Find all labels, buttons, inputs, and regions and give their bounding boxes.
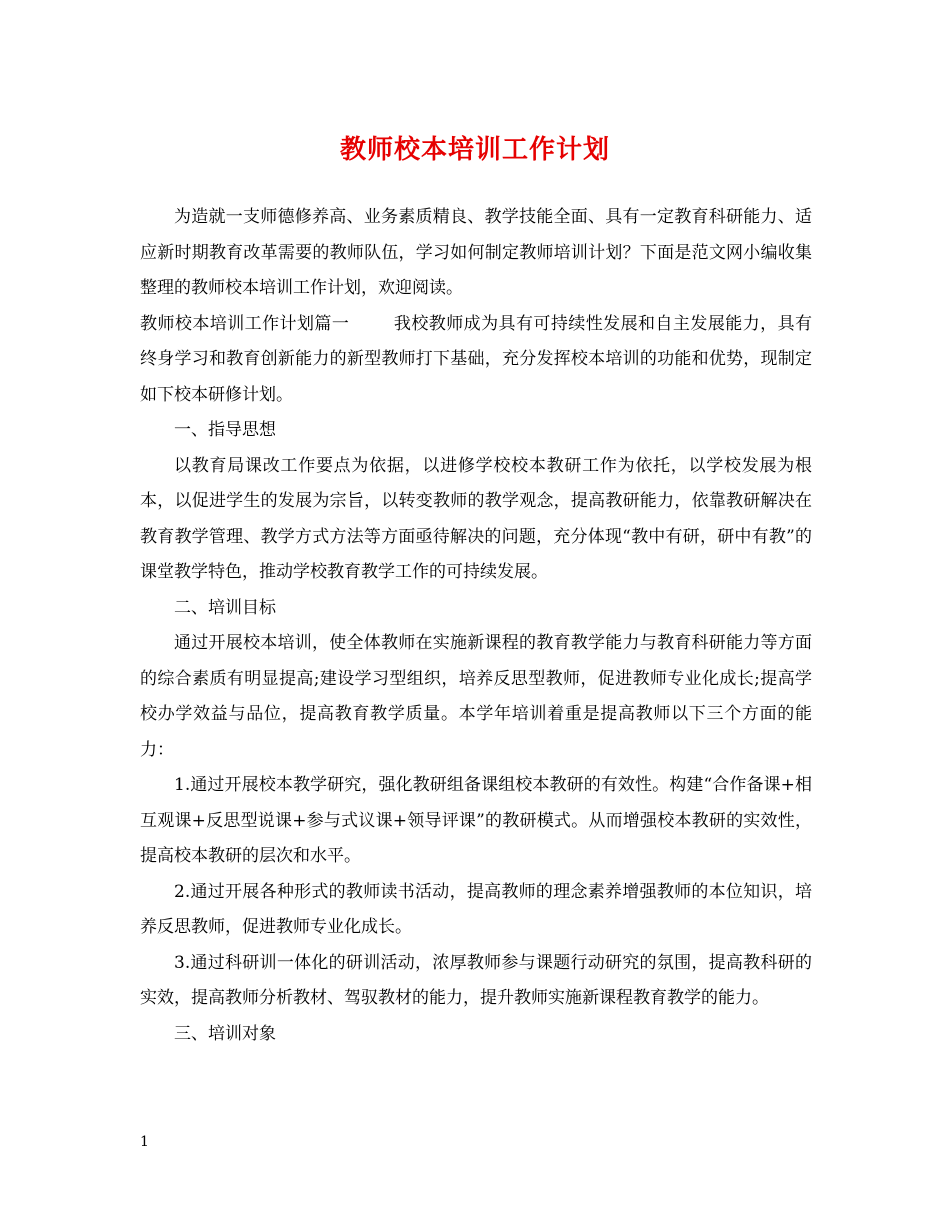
list-item-1: 1.通过开展校本教学研究，强化教研组备课组校本教研的有效性。构建“合作备课+相互观课+反思型说课+参与式议课+领导评课”的教研模式。从而增强校本教研的实效性，提高校本教研的层次和水平。	[140, 775, 812, 866]
list-item-3: 3.通过科研训一体化的研训活动，浓厚教师参与课题行动研究的氛围，提高教科研的实效，提高教师分析教材、驾驭教材的能力，提升教师实施新课程教育教学的能力。	[140, 952, 812, 1008]
document-body	[140, 200, 812, 1052]
heading-training-targets: 三、培训对象	[174, 1023, 276, 1044]
paragraph-training-goals: 通过开展校本培训，使全体教师在实施新课程的教育教学能力与教育科研能力等方面的综合素质有明显提高;建设学习型组织，培养反思型教师，促进教师专业化成长;提高学校办学效益与品位，提高教育教学质量。本学年培训着重是提高教师以下三个方面的能力：	[140, 633, 812, 760]
section-heading: 教师校本培训工作计划篇一	[140, 313, 350, 334]
document-title: 教师校本培训工作计划	[339, 135, 610, 165]
heading-guiding-ideology: 一、指导思想	[174, 420, 276, 440]
heading-training-goals: 二、培训目标	[174, 597, 276, 618]
section-paragraph	[140, 307, 812, 414]
paragraph-guiding-ideology: 以教育局课改工作要点为依据，以进修学校校本教研工作为依托，以学校发展为根本，以促进学生的发展为宗旨，以转变教师的教学观念，提高教研能力，依靠教研解决在教育教学管理、教学方式方法等方面亟待解决的问题，充分体现“教中有研，研中有教”的课堂教学特色，推动学校教育教学工作的可持续发展。	[140, 455, 812, 582]
intro-paragraph: 为造就一支师德修养高、业务素质精良、教学技能全面、具有一定教育科研能力、适应新时期教育改革需要的教师队伍，学习如何制定教师培训计划？下面是范文网小编收集整理的教师校本培训工作计划，欢迎阅读。	[140, 207, 812, 298]
page-number: 1	[140, 1134, 149, 1150]
section-intro-text: 我校教师成为具有可持续性发展和自主发展能力，具有终身学习和教育创新能力的新型教师打下基础，充分发挥校本培训的功能和优势，现制定如下校本研修计划。	[140, 313, 813, 405]
list-item-2: 2.通过开展各种形式的教师读书活动，提高教师的理念素养增强教师的本位知识，培养反思教师，促进教师专业化成长。	[140, 881, 812, 937]
